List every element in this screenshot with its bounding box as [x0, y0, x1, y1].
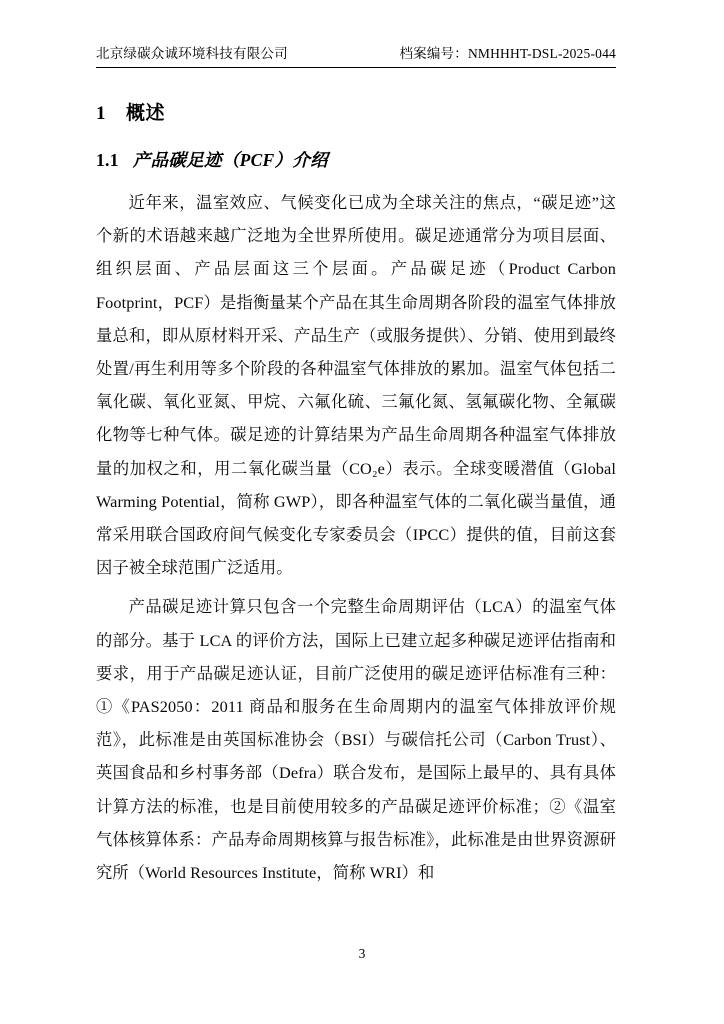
- body-paragraph: 近年来，温室效应、气候变化已成为全球关注的焦点，“碳足迹”这个新的术语越来越广泛地为全世界所使用。碳足迹通常分为项目层面、组织层面、产品层面这三个层面。产品碳足迹（Product Carbon Footprint，PCF）是指衡量某个产品在其生命周期各阶段的温室气体排放量总和，即从原材料开采、产品生产（或服务提供）、分销、使用到最终处置/再生利用等多个阶段的各种温室气体排放的累加。温室气体包括二氧化碳、氧化亚氮、甲烷、六氟化硫、三氟化氮、氢氟碳化物、全氟碳化物等七种气体。碳足迹的计算结果为产品生命周期各种温室气体排放量的加权之和，用二氧化碳当量（CO₂e）表示。全球变暖潜值（Global Warming Potential，简称 GWP），即各种温室气体的二氧化碳当量值，通常采用联合国政府间气候变化专家委员会（IPCC）提供的值，目前这套因子被全球范围广泛适用。: [96, 193, 616, 578]
- body-paragraph: 产品碳足迹计算只包含一个完整生命周期评估（LCA）的温室气体的部分。基于 LCA 的评价方法，国际上已建立起多种碳足迹评估指南和要求，用于产品碳足迹认证，目前广泛使用的碳足迹评估标准有三种：①《PAS2050：2011 商品和服务在生命周期内的温室气体排放评价规范》，此标准是由英国标准协会（BSI）与碳信托公司（Carbon Trust）、英国食品和乡村事务部（Defra）联合发布，是国际上最早的、具有具体计算方法的标准，也是目前使用较多的产品碳足迹评价标准；②《温室气体核算体系：产品寿命周期核算与报告标准》，此标准是由世界资源研究所（World Resources Institute，简称 WRI）和: [96, 597, 616, 883]
- header-archive-code: NMHHHT-DSL-2025-044: [467, 46, 616, 61]
- subsection-number: 1.1: [96, 150, 119, 170]
- page-number: 3: [358, 946, 366, 961]
- page-content: [96, 42, 616, 889]
- header-company-name: 北京绿碳众诚环境科技有限公司: [96, 46, 288, 61]
- header-archive-label: 档案编号：: [399, 46, 468, 61]
- header-archive: [399, 42, 616, 62]
- section-heading: [96, 98, 616, 125]
- section-title: 概述: [126, 103, 166, 124]
- section-number: 1: [96, 103, 106, 124]
- subsection-title: 产品碳足迹（PCF）介绍: [132, 150, 328, 170]
- page-header: [96, 42, 616, 68]
- subsection-heading: [96, 147, 616, 172]
